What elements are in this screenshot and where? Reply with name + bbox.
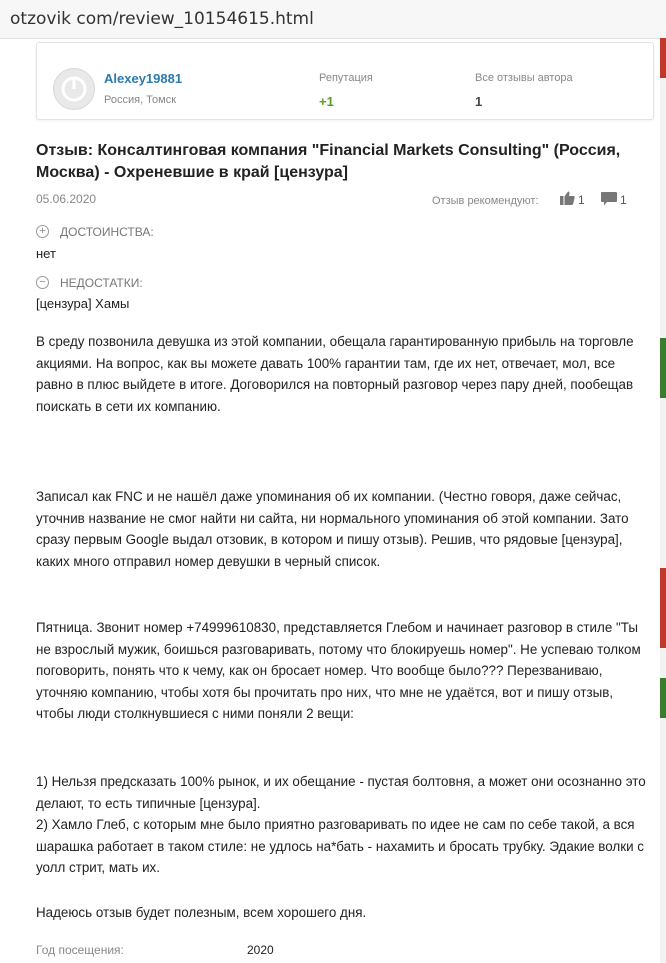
- review-paragraph: В среду позвонила девушка из этой компании, обещала гарантированную прибыль на торговле акциями. На вопрос, как вы можете давать 100% гарантии там, где их нет, отвечает, мол, все равно в плюс выйдете в итоге. Договорился на повторный разговор через пару дней, пообещав поискать в сети их компанию.: [36, 334, 634, 414]
- review-date: 05.06.2020: [36, 192, 97, 206]
- cons-label: НЕДОСТАТКИ:: [60, 276, 143, 290]
- comment-icon[interactable]: [601, 192, 617, 206]
- address-bar[interactable]: [0, 0, 666, 39]
- side-scroll-strip: [660, 38, 666, 963]
- review-paragraph: Пятница. Звонит номер +74999610830, представляется Глебом и начинает разговор в стиле "Ты не взрослый мужик, боишься разговаривать, потому что блокируешь номер". Не успеваю толком поговорить, понять что к чему, как он бросает номер. Что вообще было??? Перезваниваю, уточняю компанию, чтобы хотя бы прочитать про них, что мне не удаётся, вот и пишу отзыв, чтобы люди столкнувшиеся с ними поняли 2 вещи:: [36, 620, 641, 721]
- author-name-link[interactable]: Alexey19881: [104, 71, 183, 86]
- author-card: [36, 42, 654, 120]
- user-icon: [60, 75, 88, 103]
- pros-text: нет: [36, 246, 56, 261]
- review-paragraph: 2) Хамло Глеб, с которым мне было приятно разговаривать по идее не сам по себе такой, а вся шарашка работает в таком стиле: не удлось на*бать - нахамить и бросать трубку. Эдакие волки с уолл стрит, мать их.: [36, 817, 644, 875]
- strip-mark: [660, 38, 666, 78]
- thumbs-up-icon[interactable]: [560, 191, 575, 205]
- strip-mark: [660, 568, 666, 648]
- visit-year-label: Год посещения:: [36, 943, 124, 957]
- review-paragraph: Надеюсь отзыв будет полезным, всем хорошего дня.: [36, 905, 367, 920]
- comments-count: 1: [620, 193, 627, 207]
- reputation-label: Репутация: [319, 72, 373, 84]
- review-page: [0, 38, 660, 963]
- author-location: Россия, Томск: [104, 94, 177, 106]
- likes-count: 1: [578, 193, 585, 207]
- review-paragraph: Записал как FNC и не нашёл даже упоминания об их компании. (Честно говоря, даже сейчас, уточнив название не смог найти ни сайта, ни нормального упоминания об этой компании. Зато сразу первым Google выдал отзовик, в котором и пишу отзыв). Решив, что рядовые [цензура], каких много отправил номер девушки в черный список.: [36, 489, 629, 569]
- all-reviews-count[interactable]: 1: [475, 94, 483, 109]
- review-title: Отзыв: Консалтинговая компания "Financial Markets Consulting" (Россия, Москва) - Охреневшие в край [цензура]: [36, 142, 621, 181]
- pros-label: ДОСТОИНСТВА:: [60, 225, 154, 239]
- review-paragraph: 1) Нельзя предсказать 100% рынок, и их обещание - пустая болтовня, а может они осознанно это делают, то есть типичные [цензура].: [36, 774, 646, 811]
- all-reviews-label[interactable]: Все отзывы автора: [475, 72, 573, 84]
- recommend-label: Отзыв рекомендуют:: [432, 195, 539, 207]
- visit-year-value: 2020: [247, 943, 274, 957]
- strip-mark: [660, 338, 666, 398]
- cons-text: [цензура] Хамы: [36, 296, 130, 311]
- url-text[interactable]: otzovik com/review_10154615.html: [10, 9, 314, 29]
- minus-circle-icon: −: [36, 276, 49, 289]
- reputation-value: +1: [319, 94, 334, 109]
- avatar[interactable]: [53, 68, 95, 110]
- plus-circle-icon: +: [36, 225, 49, 238]
- strip-mark: [660, 678, 666, 718]
